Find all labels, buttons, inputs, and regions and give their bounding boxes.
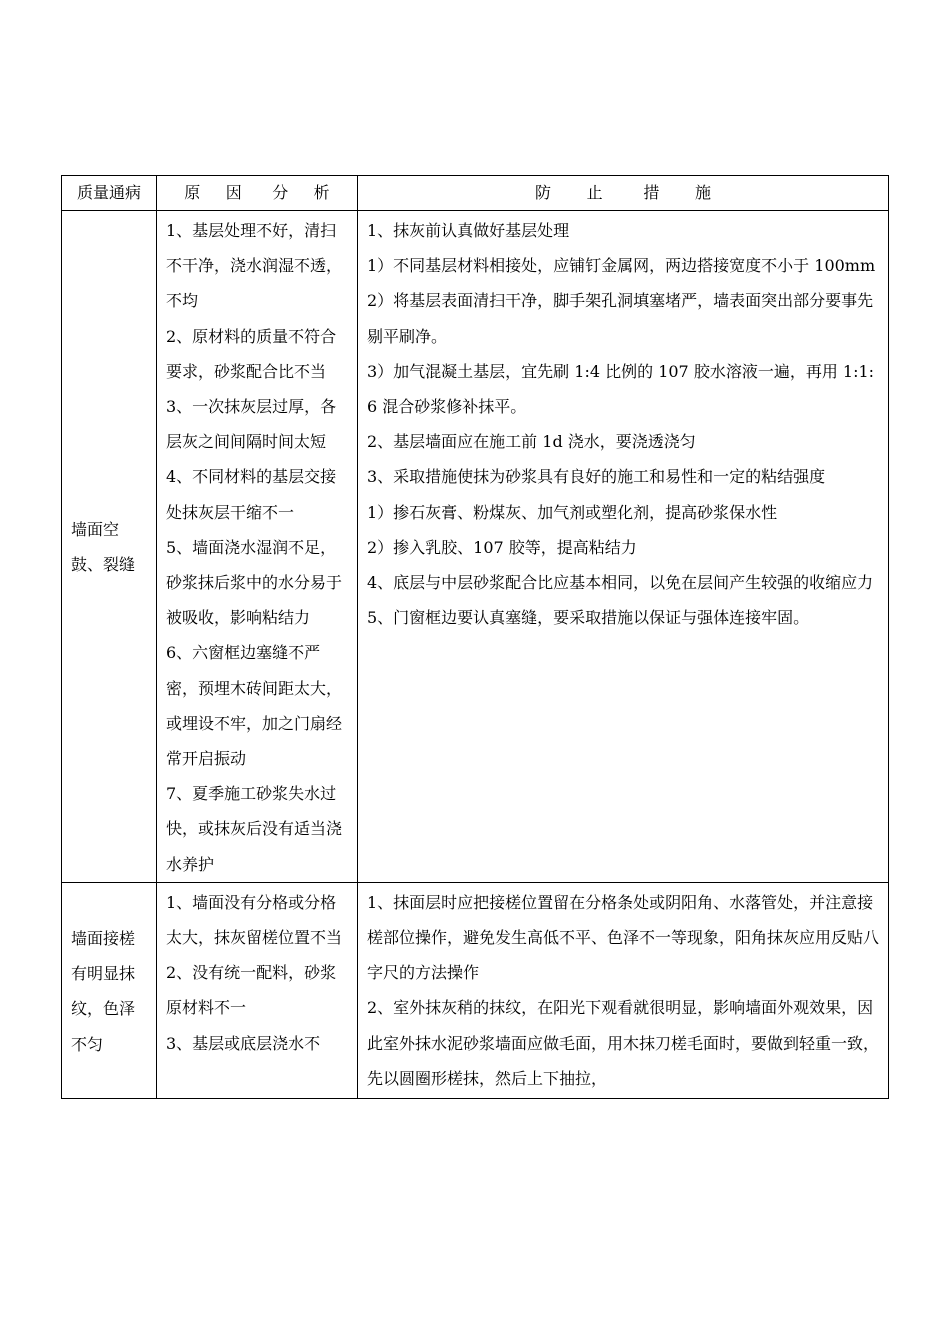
defect-cell	[62, 211, 157, 883]
header-cause-analysis: 原 因 分 析	[157, 176, 358, 211]
measure-item: 5、门窗框边要认真塞缝，要采取措施以保证与强体连接牢固。	[367, 608, 810, 628]
cause-item: 6、六窗框边塞缝不严密，预埋木砖间距太大，或埋设不牢，加之门扇经常开启振动	[166, 643, 343, 769]
cause-item: 7、夏季施工砂浆失水过快，或抹灰后没有适当浇水养护	[166, 784, 343, 874]
measure-item: 1、抹灰前认真做好基层处理	[367, 221, 570, 240]
quality-defects-table	[61, 175, 889, 1099]
table-row	[62, 211, 889, 883]
measures-cell	[358, 211, 889, 883]
cause-item: 5、墙面浇水湿润不足，砂浆抹后浆中的水分易于被吸收，影响粘结力	[166, 537, 343, 628]
header-defect: 质量通病	[62, 176, 157, 211]
header-prevention-measures: 防 止 措 施	[358, 176, 889, 211]
cause-item: 3、一次抹灰层过厚，各层灰之间间隔时间太短	[166, 397, 337, 452]
cause-item: 1、墙面没有分格或分格太大，抹灰留槎位置不当	[166, 892, 343, 948]
cause-item: 2、原材料的质量不符合要求，砂浆配合比不当	[166, 326, 337, 381]
defect-name: 墙面接槎有明显抹纹，色泽不匀	[71, 928, 136, 1054]
cause-item: 2、没有统一配料，砂浆原材料不一	[166, 963, 337, 1018]
cause-item: 1、基层处理不好，清扫不干净，浇水润湿不透，不均	[166, 221, 343, 311]
measures-cell	[358, 882, 889, 1098]
measure-item: 3、采取措施使抹为砂浆具有良好的施工和易性和一定的粘结强度	[367, 467, 826, 487]
measure-item: 1）掺石灰膏、粉煤灰、加气剂或塑化剂，提高砂浆保水性	[367, 502, 778, 522]
causes-cell	[157, 211, 358, 883]
causes-cell	[157, 882, 358, 1098]
measure-item: 2）掺入乳胶、107 胶等，提高粘结力	[367, 537, 637, 557]
table-header-row	[62, 176, 889, 211]
defect-name: 墙面空鼓、裂缝	[71, 520, 136, 575]
measure-item: 2）将基层表面清扫干净，脚手架孔洞填塞堵严，墙表面突出部分要事先剔平刷净。	[367, 291, 874, 346]
defect-cell	[62, 882, 157, 1098]
measure-item: 4、底层与中层砂浆配合比应基本相同，以免在层间产生较强的收缩应力	[367, 573, 874, 593]
measure-item: 2、基层墙面应在施工前 1d 浇水，要浇透浇匀	[367, 432, 696, 452]
table-row	[62, 882, 889, 1098]
measure-item: 3）加气混凝土基层，宜先刷 1:4 比例的 107 胶水溶液一遍，再用 1:1:6 混合砂浆修补抹平。	[367, 361, 875, 417]
measure-item: 2、室外抹灰稍的抹纹，在阳光下观看就很明显，影响墙面外观效果，因此室外抹水泥砂浆墙面应做毛面，用木抹刀槎毛面时，要做到轻重一致，先以圆圈形槎抹，然后上下抽拉，	[367, 998, 880, 1088]
measure-item: 1、抹面层时应把接槎位置留在分格条处或阴阳角、水落管处，并注意接槎部位操作，避免发生高低不平、色泽不一等现象，阳角抹灰应用反贴八字尺的方法操作	[367, 892, 880, 983]
measure-item: 1）不同基层材料相接处，应铺钉金属网，两边搭接宽度不小于 100mm	[367, 256, 876, 276]
cause-item: 3、基层或底层浇水不	[166, 1033, 321, 1053]
cause-item: 4、不同材料的基层交接处抹灰层干缩不一	[166, 467, 337, 522]
